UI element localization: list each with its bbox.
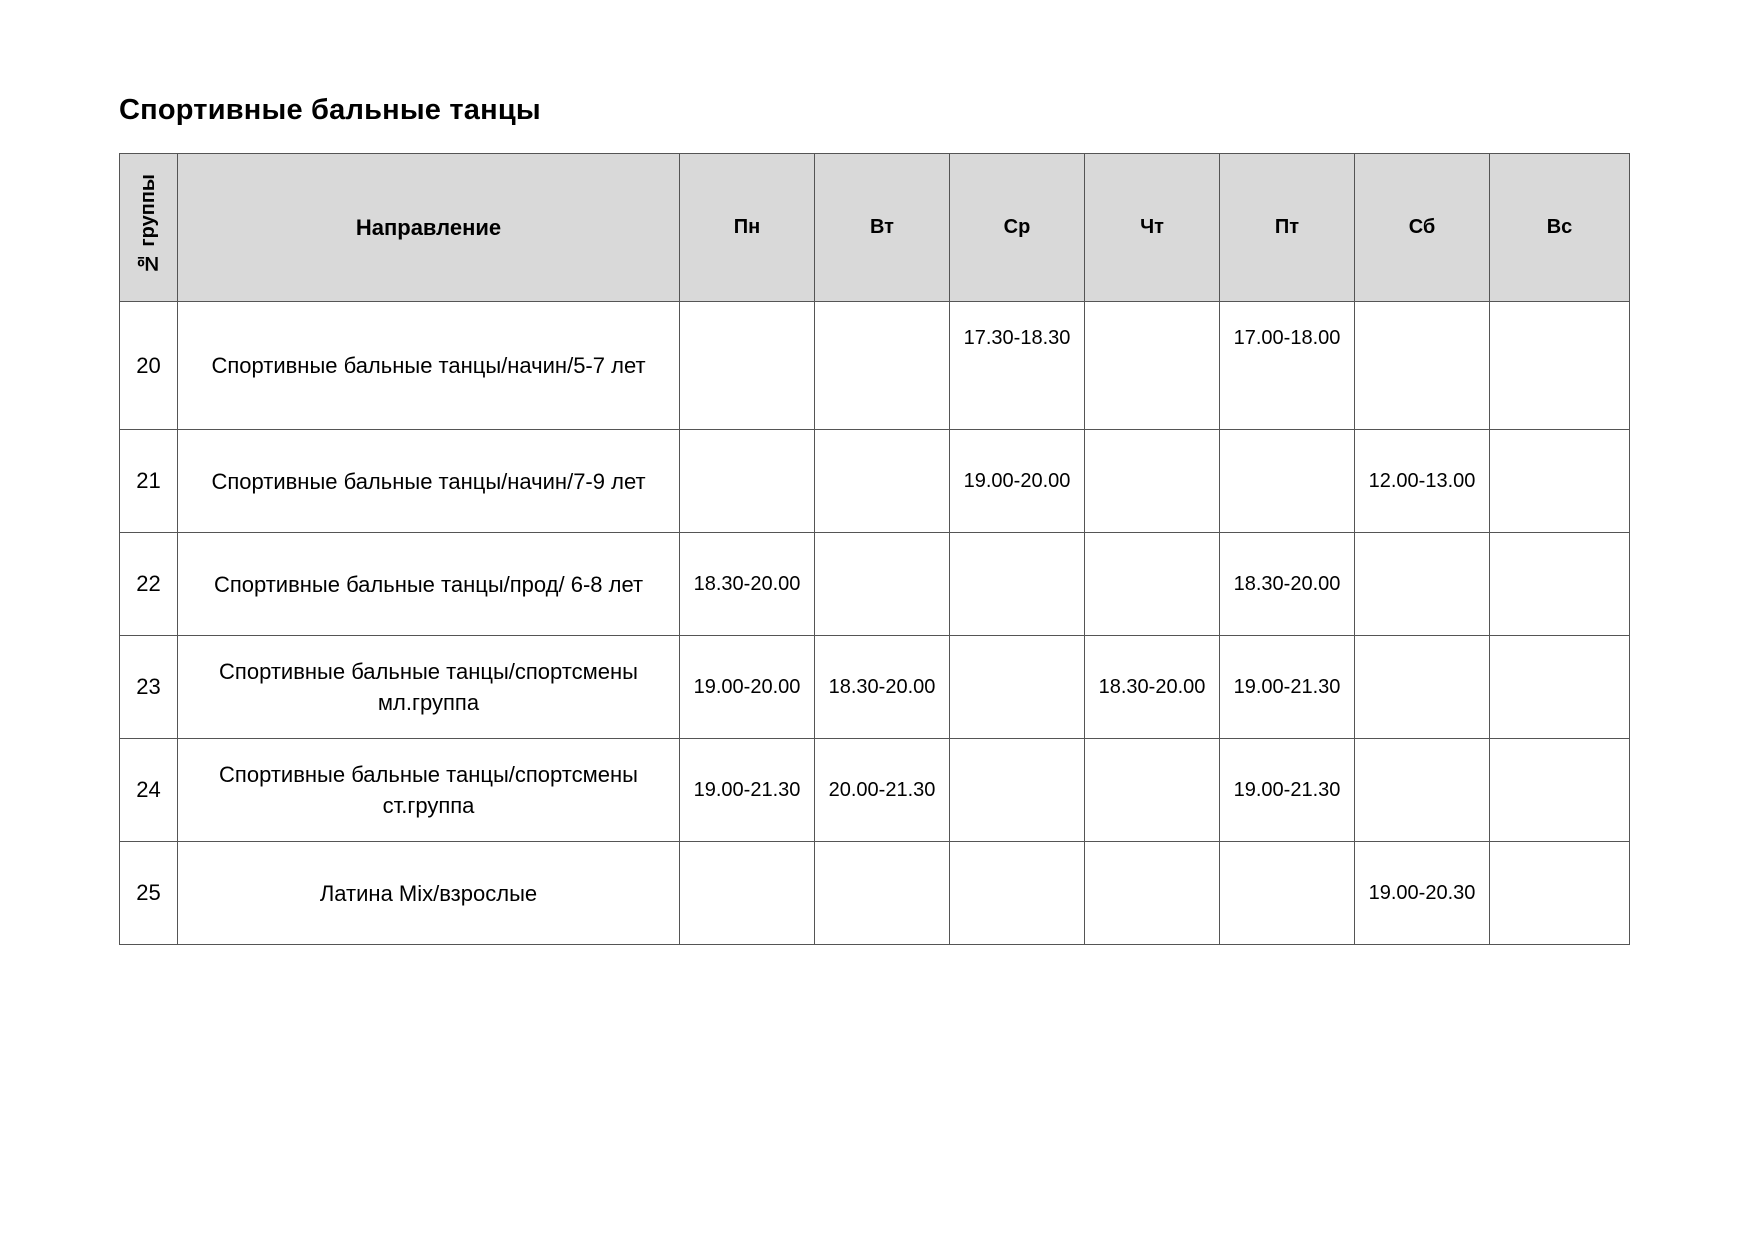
sunday-cell <box>1490 842 1630 945</box>
group-number-cell: 22 <box>120 533 178 636</box>
wednesday-cell: 17.30-18.30 <box>950 302 1085 430</box>
friday-cell: 19.00-21.30 <box>1220 739 1355 842</box>
table-row <box>120 302 1630 430</box>
tuesday-cell <box>815 302 950 430</box>
header-direction: Направление <box>178 154 680 302</box>
header-group-number-label: № группы <box>137 174 159 275</box>
sunday-cell <box>1490 636 1630 739</box>
table-row <box>120 430 1630 533</box>
tuesday-cell <box>815 842 950 945</box>
thursday-cell <box>1085 842 1220 945</box>
table-header-row <box>120 154 1630 302</box>
thursday-cell <box>1085 430 1220 533</box>
tuesday-cell: 20.00-21.30 <box>815 739 950 842</box>
table-row <box>120 842 1630 945</box>
wednesday-cell <box>950 842 1085 945</box>
table-row <box>120 739 1630 842</box>
group-number-cell: 20 <box>120 302 178 430</box>
direction-line-2: ст.группа <box>382 793 475 818</box>
wednesday-cell <box>950 636 1085 739</box>
sunday-cell <box>1490 430 1630 533</box>
sunday-cell <box>1490 302 1630 430</box>
wednesday-cell <box>950 533 1085 636</box>
wednesday-cell <box>950 739 1085 842</box>
group-number-cell: 25 <box>120 842 178 945</box>
monday-cell <box>680 842 815 945</box>
friday-cell: 17.00-18.00 <box>1220 302 1355 430</box>
header-thursday: Чт <box>1085 154 1220 302</box>
table-row <box>120 533 1630 636</box>
direction-line-2: мл.группа <box>377 690 480 715</box>
saturday-cell <box>1355 636 1490 739</box>
friday-cell: 18.30-20.00 <box>1220 533 1355 636</box>
thursday-cell <box>1085 302 1220 430</box>
direction-line-1: Спортивные бальные танцы/спортсмены <box>219 762 638 787</box>
monday-cell <box>680 430 815 533</box>
saturday-cell: 12.00-13.00 <box>1355 430 1490 533</box>
monday-cell <box>680 302 815 430</box>
group-number-cell: 23 <box>120 636 178 739</box>
friday-cell: 19.00-21.30 <box>1220 636 1355 739</box>
direction-cell: Спортивные бальные танцы/прод/ 6-8 лет <box>178 533 680 636</box>
thursday-cell <box>1085 739 1220 842</box>
saturday-cell <box>1355 739 1490 842</box>
direction-cell <box>178 636 680 739</box>
thursday-cell: 18.30-20.00 <box>1085 636 1220 739</box>
group-number-cell: 24 <box>120 739 178 842</box>
direction-cell: Латина Mix/взрослые <box>178 842 680 945</box>
direction-cell: Спортивные бальные танцы/начин/7-9 лет <box>178 430 680 533</box>
tuesday-cell: 18.30-20.00 <box>815 636 950 739</box>
tuesday-cell <box>815 533 950 636</box>
direction-cell: Спортивные бальные танцы/начин/5-7 лет <box>178 302 680 430</box>
header-saturday: Сб <box>1355 154 1490 302</box>
sunday-cell <box>1490 739 1630 842</box>
sunday-cell <box>1490 533 1630 636</box>
direction-cell <box>178 739 680 842</box>
page-title: Спортивные бальные танцы <box>119 94 541 126</box>
saturday-cell <box>1355 302 1490 430</box>
header-friday: Пт <box>1220 154 1355 302</box>
header-monday: Пн <box>680 154 815 302</box>
wednesday-cell: 19.00-20.00 <box>950 430 1085 533</box>
table-row <box>120 636 1630 739</box>
header-tuesday: Вт <box>815 154 950 302</box>
friday-cell <box>1220 430 1355 533</box>
group-number-cell: 21 <box>120 430 178 533</box>
monday-cell: 18.30-20.00 <box>680 533 815 636</box>
thursday-cell <box>1085 533 1220 636</box>
saturday-cell: 19.00-20.30 <box>1355 842 1490 945</box>
tuesday-cell <box>815 430 950 533</box>
header-group-number <box>120 154 178 302</box>
friday-cell <box>1220 842 1355 945</box>
saturday-cell <box>1355 533 1490 636</box>
monday-cell: 19.00-20.00 <box>680 636 815 739</box>
monday-cell: 19.00-21.30 <box>680 739 815 842</box>
header-sunday: Вс <box>1490 154 1630 302</box>
header-wednesday: Ср <box>950 154 1085 302</box>
schedule-table <box>119 153 1630 945</box>
direction-line-1: Спортивные бальные танцы/спортсмены <box>219 659 638 684</box>
